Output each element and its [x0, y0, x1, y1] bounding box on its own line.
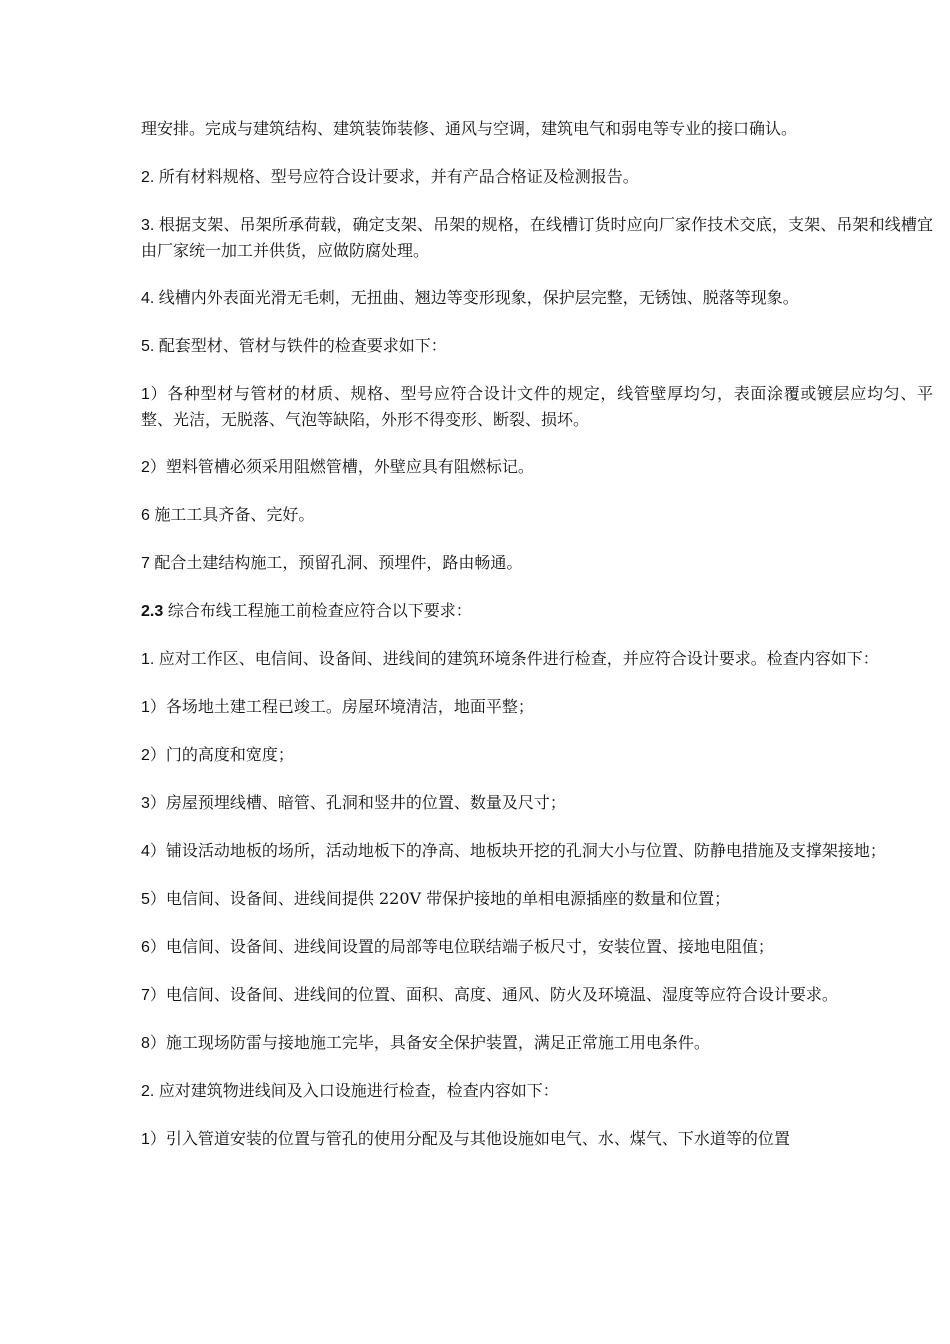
paragraph-prefix: 8）	[141, 1035, 166, 1052]
document-body	[141, 116, 933, 1174]
paragraph	[141, 694, 933, 720]
paragraph-text: 各场地土建工程已竣工。房屋环境清洁，地面平整；	[165, 697, 534, 716]
paragraph-text: 施工工具齐备、完好。	[154, 505, 315, 524]
paragraph	[141, 790, 933, 816]
paragraph-prefix: 4）	[141, 843, 166, 860]
paragraph-text: 所有材料规格、型号应符合设计要求，并有产品合格证及检测报告。	[158, 167, 639, 186]
paragraph-text: 房屋预埋线槽、暗管、孔洞和竖井的位置、数量及尺寸；	[165, 793, 566, 812]
paragraph	[141, 164, 933, 190]
paragraph	[141, 646, 933, 672]
paragraph	[141, 1078, 933, 1104]
paragraph-prefix: 4.	[141, 290, 159, 307]
paragraph	[141, 1126, 933, 1152]
paragraph-prefix: 1）	[141, 699, 166, 716]
paragraph	[141, 934, 933, 960]
paragraph-text: 门的高度和宽度；	[165, 745, 294, 764]
paragraph-text: 铺设活动地板的场所，活动地板下的净高、地板块开挖的孔洞大小与位置、防静电措施及支撑架接地；	[165, 841, 886, 860]
paragraph-text: 理安排。完成与建筑结构、建筑装饰装修、通风与空调，建筑电气和弱电等专业的接口确认。	[141, 119, 798, 138]
paragraph-text: 电信间、设备间、进线间提供 220V 带保护接地的单相电源插座的数量和位置；	[165, 889, 731, 908]
paragraph-text: 线槽内外表面光滑无毛刺，无扭曲、翘边等变形现象，保护层完整，无锈蚀、脱落等现象。	[158, 288, 799, 307]
paragraph	[141, 550, 933, 576]
paragraph-prefix: 7）	[141, 987, 166, 1004]
paragraph	[141, 742, 933, 768]
paragraph-text: 引入管道安装的位置与管孔的使用分配及与其他设施如电气、水、煤气、下水道等的位置	[165, 1129, 790, 1148]
paragraph-prefix: 2）	[141, 747, 166, 764]
paragraph-text: 应对建筑物进线间及入口设施进行检查，检查内容如下：	[158, 1081, 559, 1100]
section-heading	[141, 598, 933, 624]
paragraph-prefix: 1.	[141, 651, 159, 668]
paragraph	[141, 886, 933, 912]
paragraph-prefix: 7	[141, 555, 155, 572]
paragraph	[141, 838, 933, 864]
paragraph-text: 电信间、设备间、进线间设置的局部等电位联结端子板尺寸，安装位置、接地电阻值；	[165, 937, 774, 956]
paragraph-prefix: 3.	[141, 217, 159, 234]
paragraph-text: 施工现场防雷与接地施工完毕，具备安全保护装置，满足正常施工用电条件。	[165, 1033, 710, 1052]
paragraph-text: 应对工作区、电信间、设备间、进线间的建筑环境条件进行检查，并应符合设计要求。检查内容如下：	[158, 649, 879, 668]
paragraph	[141, 333, 933, 359]
paragraph-text: 配合土建结构施工，预留孔洞、预埋件，路由畅通。	[154, 553, 523, 572]
section-number: 2.3	[141, 603, 168, 620]
paragraph-prefix: 3）	[141, 795, 166, 812]
paragraph	[141, 212, 933, 263]
paragraph-prefix: 5.	[141, 338, 159, 355]
paragraph-text: 塑料管槽必须采用阻燃管槽，外壁应具有阻燃标记。	[165, 457, 534, 476]
paragraph	[141, 1030, 933, 1056]
paragraph-text: 根据支架、吊架所承荷载，确定支架、吊架的规格，在线槽订货时应向厂家作技术交底，支架、吊架和线槽宜由厂家统一加工并供货，应做防腐处理。	[141, 215, 933, 260]
paragraph-text: 电信间、设备间、进线间的位置、面积、高度、通风、防火及环境温、湿度等应符合设计要求。	[165, 985, 838, 1004]
paragraph	[141, 454, 933, 480]
paragraph	[141, 502, 933, 528]
paragraph-prefix: 6	[141, 507, 155, 524]
paragraph-prefix: 2）	[141, 459, 166, 476]
paragraph	[141, 116, 933, 142]
paragraph-prefix: 6）	[141, 939, 166, 956]
paragraph-prefix: 1）	[141, 386, 168, 403]
paragraph-prefix: 1）	[141, 1131, 166, 1148]
paragraph-text: 配套型材、管材与铁件的检查要求如下：	[158, 336, 447, 355]
paragraph-prefix: 2.	[141, 169, 159, 186]
paragraph	[141, 285, 933, 311]
section-heading-text: 综合布线工程施工前检查应符合以下要求：	[167, 601, 472, 620]
paragraph-prefix: 2.	[141, 1083, 159, 1100]
paragraph-text: 各种型材与管材的材质、规格、型号应符合设计文件的规定，线管壁厚均匀，表面涂覆或镀层应均匀、平整、光洁，无脱落、气泡等缺陷，外形不得变形、断裂、损坏。	[141, 384, 933, 429]
paragraph	[141, 982, 933, 1008]
paragraph-prefix: 5）	[141, 891, 166, 908]
paragraph	[141, 381, 933, 432]
